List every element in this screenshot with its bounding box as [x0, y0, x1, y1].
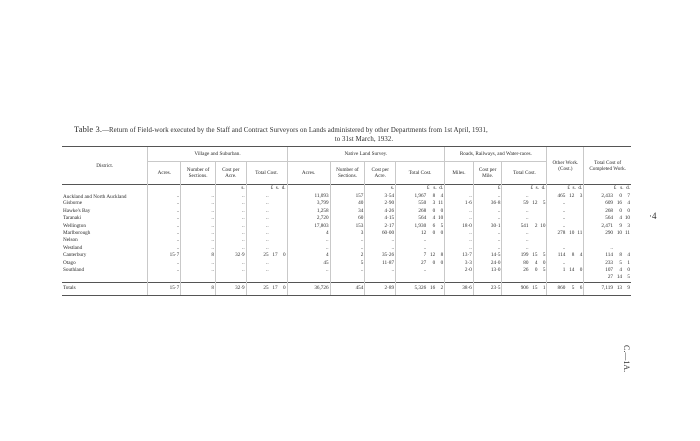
table-title: [74, 125, 634, 144]
native-total-cost-header: Total Cost.: [396, 162, 445, 185]
district-name: Gisborne: [63, 200, 83, 207]
district-name: Nelson: [63, 237, 78, 244]
district-name: Taranaki: [63, 215, 82, 222]
table-row: Auckland and North Auckland .. .. .. .. 11,093 157 3·54 1,967 8 4 .. .. .. 465 12 3 2,433 0 7: [63, 193, 630, 200]
unit-label: s.: [215, 185, 246, 194]
total-cost-header: Total Cost of Completed Work.: [584, 147, 631, 185]
table-row: Marlborough .. .. .. .. 4 3 60·00 12 0 0 .. .. .. 278 10 11 290 10 11: [63, 230, 630, 237]
table-body: [62, 193, 631, 295]
district-header: District.: [62, 147, 148, 185]
district-name: Southland: [63, 267, 85, 274]
district-name: Auckland and North Auckland: [63, 193, 127, 200]
table-row: Wellington .. .. .. .. 17,803 153 2·17 1,930 6 5 18·0 30·1 541 2 10 .. 2,471 9 3: [63, 222, 630, 229]
roads-miles-header: Miles.: [445, 162, 474, 185]
district-name: Wellington: [63, 222, 86, 229]
table-row: 27 14 5: [62, 274, 631, 282]
district-name: Westland: [63, 244, 83, 251]
totals-label: Totals: [62, 282, 148, 295]
district-name: Otago: [63, 259, 76, 266]
native-sections-header: Number of Sections.: [330, 162, 365, 185]
table-label: Table 3.: [74, 124, 103, 134]
table-row: Nelson .. .. .. .. .. .. .. .. .. .. ..: [62, 237, 631, 244]
table-row: Canterbury 15·7 8 32·9 25 17 0 4 2 35·26 7 12 8 13·7 14·5 199 15 5 114 8 4 114 8 4: [63, 252, 630, 259]
roads-railways-header: Roads, Railways, and Water-races.: [445, 147, 547, 162]
page-reference: C.—1A.: [622, 345, 631, 373]
table-title-line2: to 31st March, 1932.: [334, 136, 394, 143]
unit-label: £ s. d.: [502, 185, 547, 194]
village-acres-header: Acres.: [148, 162, 181, 185]
table-row: Westland .. .. .. .. .. .. .. .. .. .. .. .. ..: [62, 245, 631, 252]
village-cost-per-acre-header: Cost per Acre.: [215, 162, 246, 185]
table-row: Southland .. .. .. .. .. .. .. .. 2·0 13·0 26 0 5 1 14 0 107 4 0: [63, 267, 630, 274]
unit-label: £ s. d.: [246, 185, 287, 194]
roads-total-cost-header: Total Cost.: [502, 162, 547, 185]
other-work-header: Other Work. (Cost.): [547, 147, 584, 185]
table-row: Gisborne .. .. .. .. 3,799 40 2·90 550 3 11 1·6 36·8 59 12 5 .. 609 16 4: [63, 200, 630, 207]
table-row: Otago .. .. .. .. 45 5 11·87 27 0 0 3·3 24·0 80 4 0 .. 233 5 1: [63, 259, 630, 266]
native-land-header: Native Land Survey.: [287, 147, 445, 162]
unit-label: £: [473, 185, 502, 194]
totals-row: Totals 15·7 8 32·9 25 17 0 36,726 454 2·89 5,326 16 2 38·6 23·5 906 15 1 860 5 6 7,119 13 9: [62, 282, 631, 295]
district-name: Marlborough: [63, 230, 91, 237]
roads-cost-per-mile-header: Cost per Mile.: [473, 162, 502, 185]
field-work-table: [62, 146, 631, 296]
table-row: Taranaki .. .. .. .. 2,720 60 4·15 564 4 10 .. .. .. .. 564 4 10: [63, 215, 630, 222]
village-sections-header: Number of Sections.: [181, 162, 216, 185]
district-name: Canterbury: [63, 252, 87, 259]
unit-label: s.: [365, 185, 396, 194]
table-row: Hawke's Bay .. .. .. .. 1,258 34 4·26 268 0 0 .. .. .. .. 268 0 0: [63, 207, 630, 214]
village-suburban-header: Village and Suburban.: [148, 147, 287, 162]
table-title-line1: —Return of Field-work executed by the Staff and Contract Surveyors on Lands administered by other Departments from 1st April, 1931,: [102, 127, 488, 134]
side-mark: ·4: [649, 211, 657, 221]
native-acres-header: Acres.: [287, 162, 330, 185]
district-name: Hawke's Bay: [63, 207, 91, 214]
unit-label: £ s. d.: [547, 185, 584, 194]
unit-label: £ s. d.: [584, 185, 631, 194]
unit-label: £ s. d.: [396, 185, 445, 194]
native-cost-per-acre-header: Cost per Acre.: [365, 162, 396, 185]
village-total-cost-header: Total Cost.: [246, 162, 287, 185]
district-name: [62, 274, 148, 282]
